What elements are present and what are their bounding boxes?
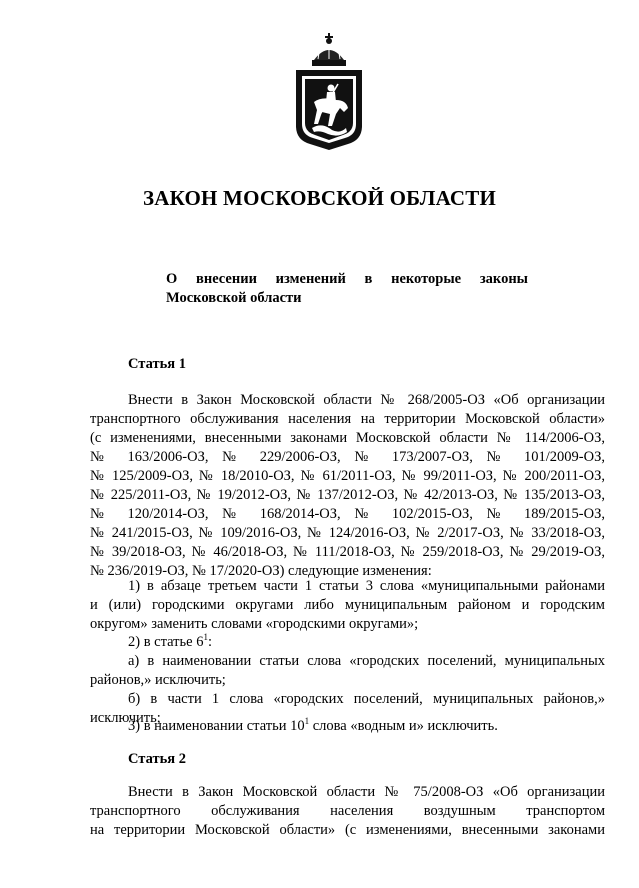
text-line: № 236/2019-ОЗ, № 17/2020-ОЗ) следующие изменения:	[90, 563, 432, 579]
text-line: районов,» исключить;	[90, 672, 226, 688]
article-1-item-1	[90, 577, 605, 634]
page-title: ЗАКОН МОСКОВСКОЙ ОБЛАСТИ	[142, 186, 497, 210]
text-line: № 120/2014-ОЗ, № 168/2014-ОЗ, № 102/2015-ОЗ, № 189/2015-ОЗ,	[90, 506, 605, 522]
text-line: № 39/2018-ОЗ, № 46/2018-ОЗ, № 111/2018-ОЗ, № 259/2018-ОЗ, № 29/2019-ОЗ,	[90, 544, 605, 560]
article-1-intro	[90, 391, 605, 581]
item-text: :	[207, 634, 212, 650]
text-line: № 163/2006-ОЗ, № 229/2006-ОЗ, № 173/2007-ОЗ, № 101/2009-ОЗ,	[90, 449, 605, 465]
item-text: 2) в статье 6	[128, 634, 204, 650]
superscript: 1	[304, 716, 310, 727]
subject-line: Московской области	[166, 290, 302, 306]
text-line: Внести в Закон Московской области № 75/2008-ОЗ «Об организации	[128, 784, 605, 800]
text-line: и (или) городскими округами либо муниципальным районом и городским	[90, 597, 605, 613]
law-subject	[166, 270, 528, 308]
text-line: а) в наименовании статьи слова «городских поселений, муниципальных	[128, 653, 605, 669]
crown-icon	[312, 33, 346, 66]
text-line: транспортного обслуживания населения воздушным транспортом	[90, 803, 605, 819]
article-1-heading: Статья 1	[128, 356, 186, 372]
superscript: 1	[203, 632, 208, 643]
text-line: 1) в абзаце третьем части 1 статьи 3 слова «муниципальными районами	[128, 578, 605, 594]
item-text: слова «водным и» исключить.	[309, 718, 498, 734]
subject-line: О внесении изменений в некоторые законы	[166, 271, 528, 287]
text-line: исключить;	[90, 710, 161, 726]
text-line: транспортного обслуживания населения на территории Московской области»	[90, 411, 605, 427]
article-1-item-2a	[90, 652, 605, 690]
article-1-item-3	[90, 717, 605, 736]
article-1-item-2	[90, 633, 605, 652]
text-line: округом» заменить словами «городскими округами»;	[90, 616, 419, 632]
text-line: № 225/2011-ОЗ, № 19/2012-ОЗ, № 137/2012-ОЗ, № 42/2013-ОЗ, № 135/2013-ОЗ,	[90, 487, 605, 503]
coat-of-arms-emblem	[292, 30, 366, 154]
text-line: б) в части 1 слова «городских поселений, муниципальных районов,»	[128, 691, 605, 707]
article-2-intro	[90, 783, 605, 840]
item-text: 3) в наименовании статьи 10	[128, 718, 305, 734]
text-line: на территории Московской области» (с изменениями, внесенными законами	[90, 822, 605, 838]
text-line: № 125/2009-ОЗ, № 18/2010-ОЗ, № 61/2011-ОЗ, № 99/2011-ОЗ, № 200/2011-ОЗ,	[90, 468, 605, 484]
text-line: Внести в Закон Московской области № 268/2005-ОЗ «Об организации	[128, 392, 605, 408]
text-line: (с изменениями, внесенными законами Московской области № 114/2006-ОЗ,	[90, 430, 605, 446]
text-line: № 241/2015-ОЗ, № 109/2016-ОЗ, № 124/2016-ОЗ, № 2/2017-ОЗ, № 33/2018-ОЗ,	[90, 525, 605, 541]
article-2-heading: Статья 2	[128, 751, 186, 767]
